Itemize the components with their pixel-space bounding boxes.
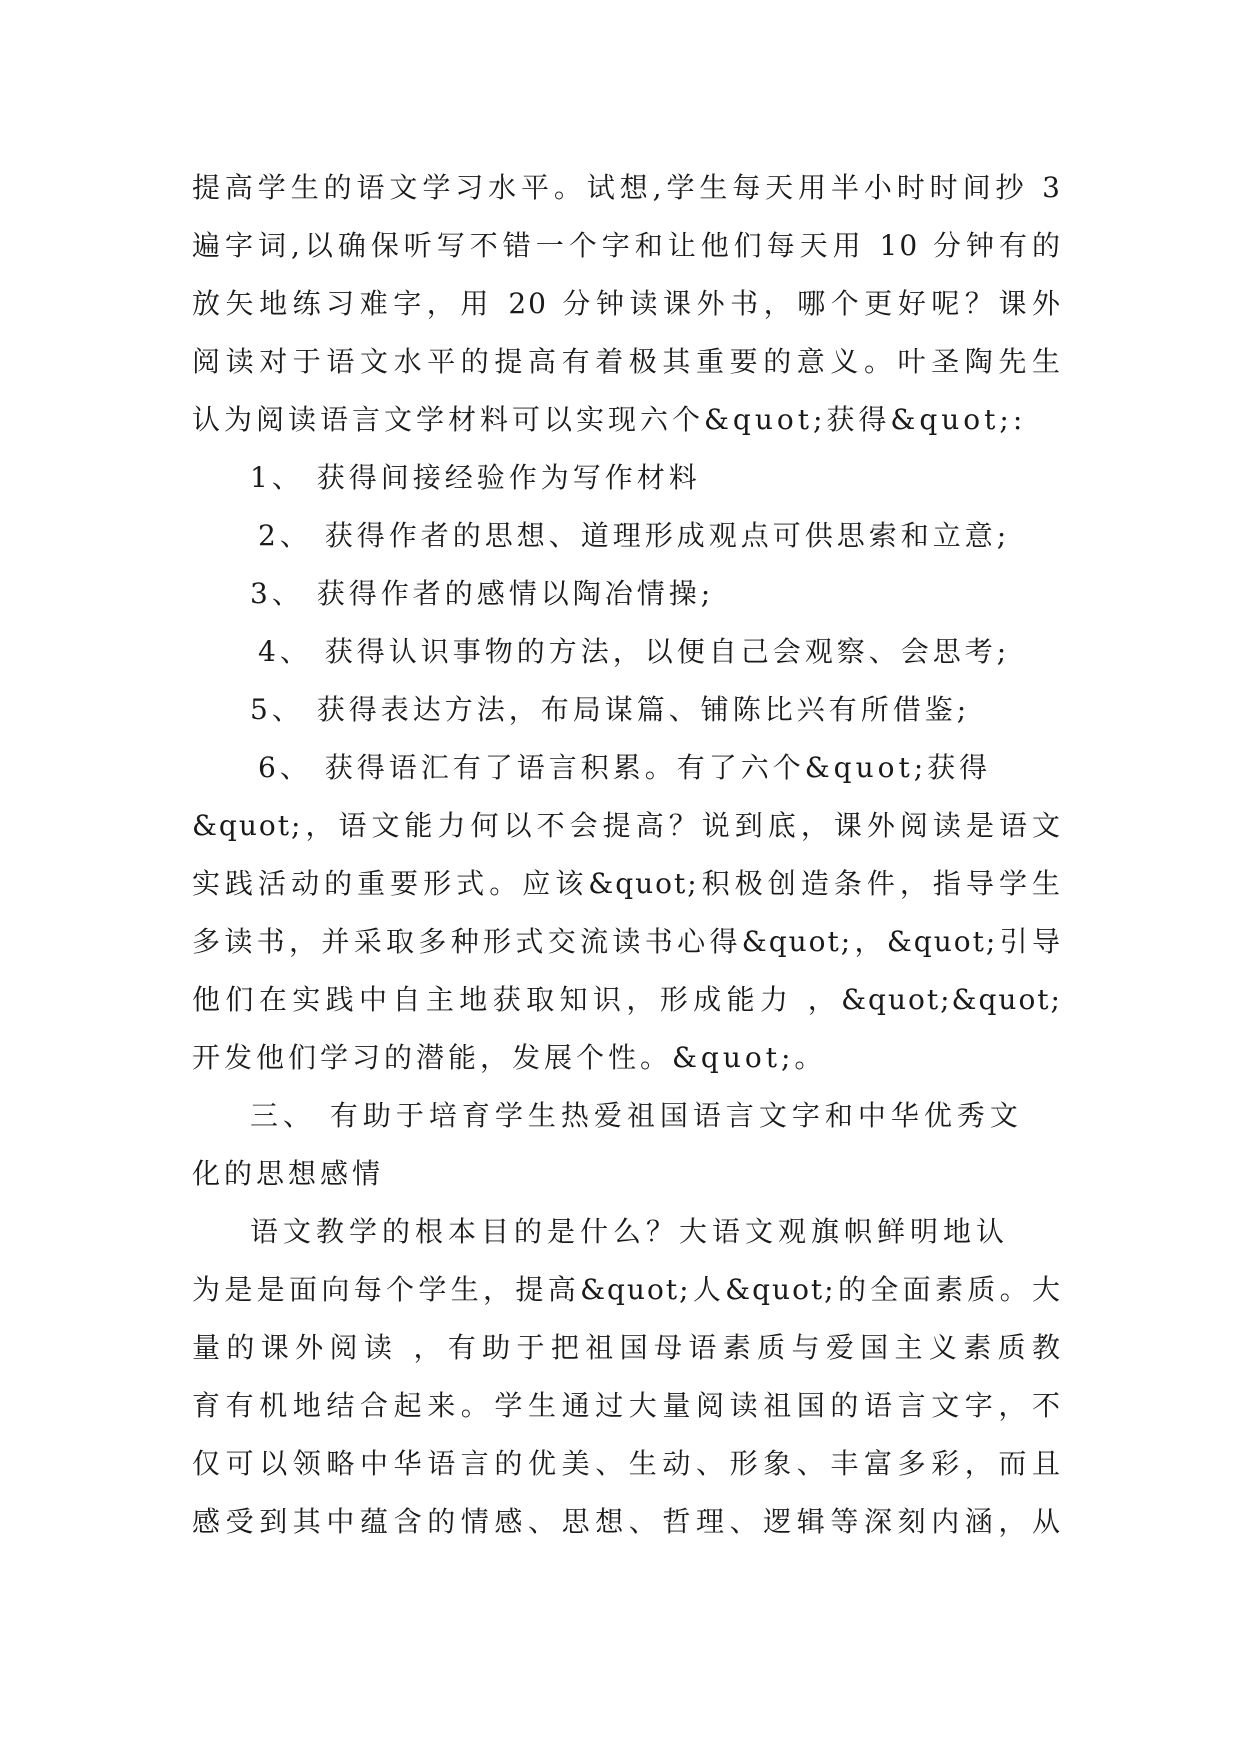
section-heading: 三、 有助于培育学生热爱祖国语言文字和中华优秀文 — [250, 1099, 1023, 1132]
section-heading-continued: 化的思想感情 — [192, 1157, 385, 1190]
text-line: 提高学生的语文学习水平。试想,学生每天用半小时时间抄 3 — [192, 171, 1062, 204]
text-line: 遍字词,以确保听写不错一个字和让他们每天用 10 分钟有的 — [192, 229, 1062, 262]
text-line: 阅读对于语文水平的提高有着极其重要的意义。叶圣陶先生 — [192, 345, 1062, 378]
text-line: 他们在实践中自主地获取知识，形成能力 ，&quot;&quot; — [192, 983, 1062, 1016]
list-item: 5、 获得表达方法，布局谋篇、铺陈比兴有所借鉴; — [250, 693, 971, 726]
text-line: 语文教学的根本目的是什么？大语文观旗帜鲜明地认 — [250, 1215, 1010, 1248]
text-line: 多读书，并采取多种形式交流读书心得&quot;，&quot;引导 — [192, 925, 1062, 958]
list-item: 4、 获得认识事物的方法，以便自己会观察、会思考; — [258, 635, 1011, 668]
text-line: 为是是面向每个学生，提高&quot;人&quot;的全面素质。大 — [192, 1273, 1062, 1306]
text-line: 认为阅读语言文学材料可以实现六个&quot;获得&quot;: — [192, 403, 1027, 436]
list-item: 2、 获得作者的思想、道理形成观点可供思索和立意; — [258, 519, 1011, 552]
text-line: 开发他们学习的潜能，发展个性。&quot;。 — [192, 1041, 827, 1074]
text-line: 感受到其中蕴含的情感、思想、哲理、逻辑等深刻内涵，从 — [192, 1505, 1062, 1538]
list-item: 3、 获得作者的感情以陶冶情操; — [250, 577, 715, 610]
text-line: 量的课外阅读 ，有助于把祖国母语素质与爱国主义素质教 — [192, 1331, 1062, 1364]
text-line: 放矢地练习难字，用 20 分钟读课外书，哪个更好呢？课外 — [192, 287, 1062, 320]
text-line: 实践活动的重要形式。应该&quot;积极创造条件，指导学生 — [192, 867, 1062, 900]
list-item: 1、 获得间接经验作为写作材料 — [250, 461, 701, 494]
text-line: 育有机地结合起来。学生通过大量阅读祖国的语言文字，不 — [192, 1389, 1062, 1422]
list-item: 6、 获得语汇有了语言积累。有了六个&quot;获得 — [258, 751, 992, 784]
text-line: 仅可以领略中华语言的优美、生动、形象、丰富多彩，而且 — [192, 1447, 1062, 1480]
text-line: &quot;，语文能力何以不会提高？说到底，课外阅读是语文 — [192, 809, 1062, 842]
